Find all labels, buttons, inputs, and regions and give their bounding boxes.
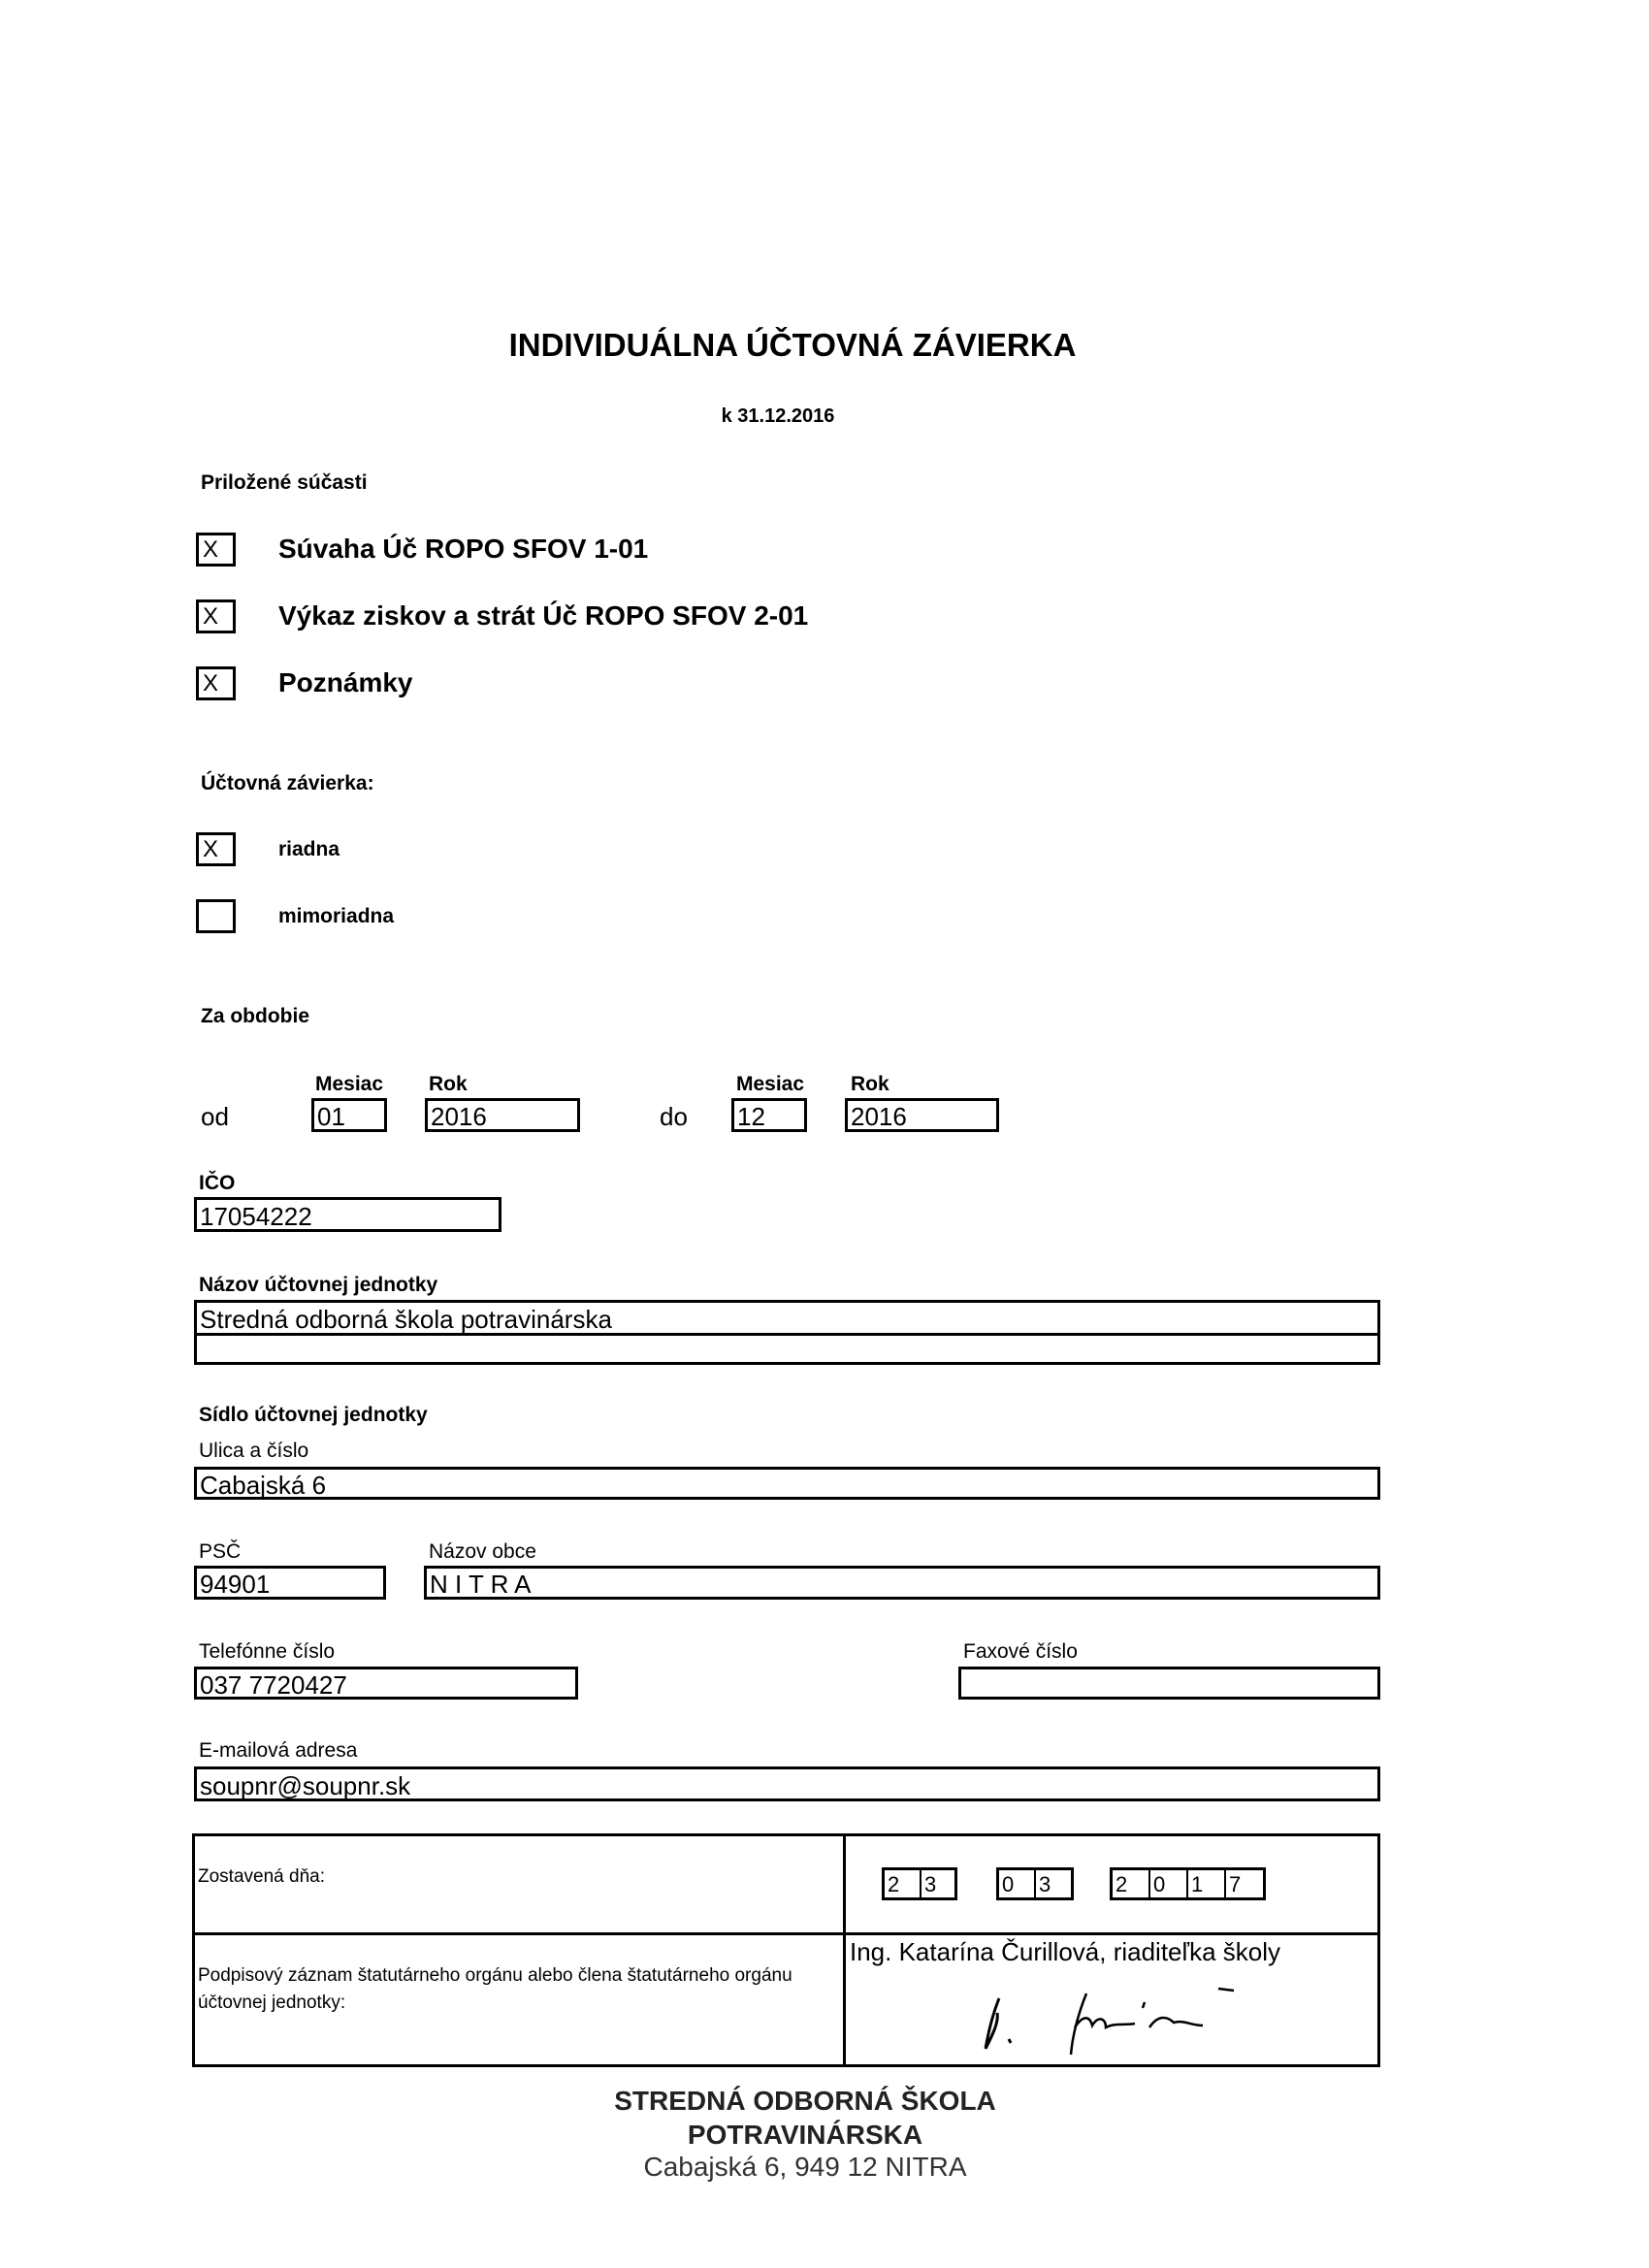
month-digit: 3	[1039, 1872, 1051, 1896]
attachment-label-balance: Súvaha Úč ROPO SFOV 1-01	[278, 534, 649, 564]
to-year-field[interactable]	[845, 1098, 999, 1132]
signatory-name: Ing. Katarína Čurillová, riaditeľka školy	[850, 1937, 1281, 1966]
fax-field[interactable]	[958, 1667, 1380, 1700]
street-label: Ulica a číslo	[199, 1440, 309, 1462]
from-year-field[interactable]	[425, 1098, 580, 1132]
year-digit: 0	[1150, 1870, 1188, 1897]
year-digit: 7	[1229, 1872, 1242, 1896]
stamp-line-1: STREDNÁ ODBORNÁ ŠKOLA	[614, 2086, 996, 2116]
email-label: E-mailová adresa	[199, 1739, 358, 1762]
from-year-label: Rok	[429, 1073, 468, 1095]
attachment-label-notes: Poznámky	[278, 667, 413, 697]
year-digit: 2	[1113, 1870, 1150, 1897]
table-divider-horizontal	[192, 1932, 1380, 1935]
psc-field[interactable]	[194, 1566, 386, 1600]
year-digit: 1	[1188, 1870, 1226, 1897]
phone-field[interactable]	[194, 1667, 578, 1700]
entity-name-field-1[interactable]	[194, 1300, 1380, 1336]
entity-name-value: Stredná odborná škola potravinárska	[200, 1305, 612, 1334]
fax-label: Faxové číslo	[963, 1640, 1078, 1663]
closing-label-regular: riadna	[278, 838, 340, 860]
ico-value: 17054222	[200, 1202, 312, 1231]
attachments-heading: Priložené súčasti	[201, 471, 368, 494]
phone-label: Telefónne číslo	[199, 1640, 336, 1663]
to-year-label: Rok	[851, 1073, 889, 1095]
period-heading: Za obdobie	[201, 1005, 309, 1027]
street-field[interactable]	[194, 1467, 1380, 1500]
signature-label: Podpisový záznam štatutárneho orgánu alebo člena štatutárneho orgánu účtovnej jednotky:	[198, 1965, 792, 2013]
psc-value: 94901	[200, 1570, 271, 1599]
compiled-month-field[interactable]	[996, 1867, 1074, 1900]
compiled-label: Zostavená dňa:	[198, 1866, 325, 1887]
stamp-line-2: POTRAVINÁRSKA	[687, 2120, 923, 2150]
city-field[interactable]	[424, 1566, 1380, 1600]
email-field[interactable]	[194, 1766, 1380, 1801]
attachment-label-income: Výkaz ziskov a strát Úč ROPO SFOV 2-01	[278, 600, 809, 631]
psc-label: PSČ	[199, 1540, 242, 1563]
month-digit: 0	[999, 1870, 1036, 1897]
email-value: soupnr@soupnr.sk	[200, 1771, 411, 1800]
from-label: od	[201, 1102, 229, 1131]
closing-type-heading: Účtovná závierka:	[201, 772, 374, 794]
to-month-value: 12	[737, 1102, 765, 1131]
closing-checkbox-extraordinary[interactable]	[196, 899, 236, 933]
from-month-value: 01	[317, 1102, 345, 1131]
attachment-checkbox-income[interactable]: X	[196, 599, 236, 633]
page-title: INDIVIDUÁLNA ÚČTOVNÁ ZÁVIERKA	[508, 327, 1077, 363]
from-month-label: Mesiac	[315, 1073, 384, 1095]
from-month-field[interactable]	[311, 1098, 387, 1132]
ico-field[interactable]	[194, 1197, 501, 1232]
stamp-line-3: Cabajská 6, 949 12 NITRA	[643, 2152, 967, 2182]
address-heading: Sídlo účtovnej jednotky	[199, 1404, 428, 1426]
day-digit: 3	[924, 1872, 937, 1896]
to-label: do	[660, 1102, 688, 1131]
compiled-day-field[interactable]	[882, 1867, 957, 1900]
from-year-value: 2016	[431, 1102, 487, 1131]
phone-value: 037 7720427	[200, 1670, 347, 1700]
attachment-checkbox-balance[interactable]: X	[196, 533, 236, 567]
attachment-checkbox-notes[interactable]: X	[196, 666, 236, 700]
to-month-label: Mesiac	[736, 1073, 805, 1095]
city-value: N I T R A	[430, 1570, 532, 1599]
to-month-field[interactable]	[731, 1098, 807, 1132]
day-digit: 2	[885, 1870, 922, 1897]
to-year-value: 2016	[851, 1102, 907, 1131]
street-value: Cabajská 6	[200, 1471, 327, 1500]
entity-name-label: Názov účtovnej jednotky	[199, 1274, 438, 1296]
report-date: k 31.12.2016	[721, 405, 835, 427]
entity-name-field-2[interactable]	[194, 1333, 1380, 1365]
closing-label-extraordinary: mimoriadna	[278, 905, 395, 927]
table-divider-vertical	[843, 1833, 846, 2067]
handwritten-signature	[970, 1969, 1280, 2057]
ico-label: IČO	[199, 1172, 236, 1194]
compiled-year-field[interactable]	[1110, 1867, 1266, 1900]
city-label: Názov obce	[429, 1540, 536, 1563]
closing-checkbox-regular[interactable]: X	[196, 832, 236, 866]
